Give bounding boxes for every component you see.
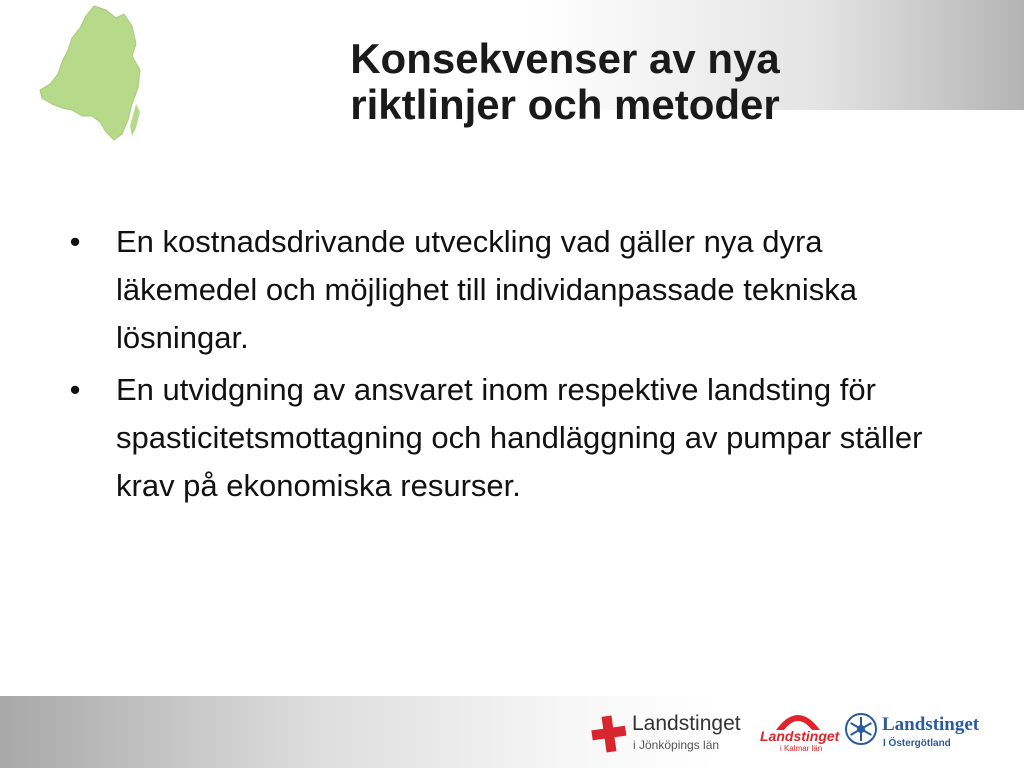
jonkoping-logo-name: Landstinget [632, 712, 741, 735]
ostergotland-logo-name: Landstinget [882, 714, 980, 735]
snowflake-emblem-icon [844, 712, 878, 746]
kalmar-arch-logo-icon [774, 708, 822, 730]
kalmar-logo [756, 706, 840, 756]
slide-title-line-1: Konsekvenser av nya [350, 35, 780, 83]
slide-title [225, 36, 905, 128]
slide-title-line-2: riktlinjer och metoder [350, 81, 780, 129]
kalmar-logo-sub: i Kalmar län [780, 744, 823, 753]
jonkoping-logo [590, 706, 750, 756]
bullet-item [60, 218, 960, 362]
ostergotland-logo [844, 706, 994, 756]
region-map-icon [36, 4, 152, 144]
bullet-marker: • [69, 224, 81, 259]
jonkoping-logo-sub: i Jönköpings län [633, 738, 720, 752]
bullet-marker: • [69, 372, 81, 407]
ostergotland-logo-sub: I Östergötland [883, 738, 951, 749]
bullet-list [60, 218, 960, 514]
bullet-item [60, 366, 960, 510]
bullet-text: En kostnadsdrivande utveckling vad gäller nya dyra läkemedel och möjlighet till individanpassade tekniska lösningar. [116, 224, 857, 355]
red-cross-logo-icon [590, 714, 628, 754]
bullet-text: En utvidgning av ansvaret inom respektive landsting för spasticitetsmottagning och handläggning av pumpar ställer krav på ekonomiska resurser. [116, 372, 923, 503]
kalmar-logo-name: Landstinget [760, 728, 840, 744]
